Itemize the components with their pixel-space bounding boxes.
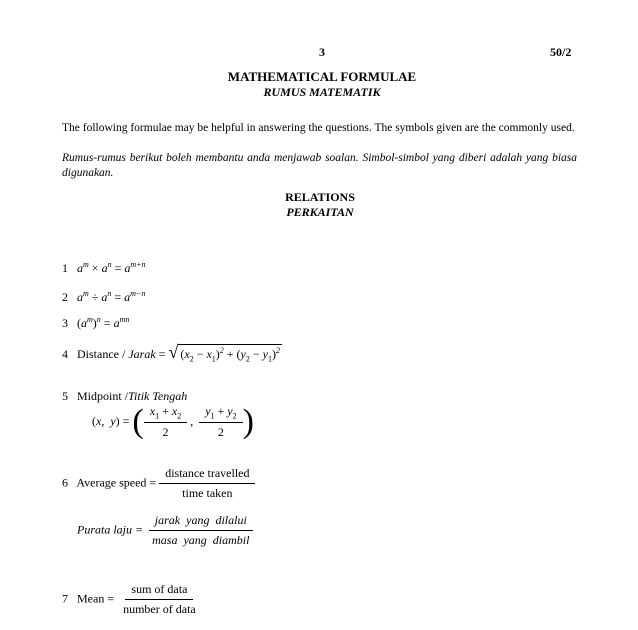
title-english: MATHEMATICAL FORMULAE <box>227 69 417 84</box>
formula-3: 3 $(a^m)^n = a^{mn}$ <box>62 315 130 330</box>
paper-code: 50/2 <box>550 45 572 59</box>
formula-4-distance: 4 Distance / Jarak = √ $(x_2 - x_1)^2 + (y_2 - y_1)^2$ <box>62 342 280 364</box>
intro-malay: Rumus-rumus berikut boleh membantu anda menjawab soalan. Simbol-simbol yang diberi adalah yang biasa digunakan. <box>62 152 577 179</box>
section-title-malay: PERKAITAN <box>286 205 354 219</box>
formula-6-purata-laju: Purata laju = $\frac{\text{jarak yang dilalui}}{\text{masa yang diambil}}$ <box>77 513 255 548</box>
formula-1: 1 $a^m \times a^n = a^{m+n}$ <box>62 260 146 275</box>
intro-english: The following formulae may be helpful in answering the questions. The symbols given are the commonly used. <box>62 122 575 134</box>
formula-5-midpoint-label: 5 Midpoint /Titik Tengah <box>62 389 188 403</box>
formula-7-mean: 7 Mean = $\frac{\text{sum of data}}{\text{number of data}}$ <box>62 582 196 616</box>
formula-6-average-speed: 6 Average speed = $\frac{\text{distance travelled}}{\text{time taken}}$ <box>62 466 255 501</box>
formula-5-midpoint: (x, y) = ( $\frac{x_1 + x_2}{2}$ , $\frac{y_1 + y_2}{2}$ ) <box>92 403 254 441</box>
section-title-english: RELATIONS <box>285 190 355 204</box>
formula-2: 2 $a^m \div a^n = a^{m-n}$ <box>62 289 146 304</box>
title-malay: RUMUS MATEMATIK <box>263 85 381 99</box>
page-number: 3 <box>319 45 325 59</box>
